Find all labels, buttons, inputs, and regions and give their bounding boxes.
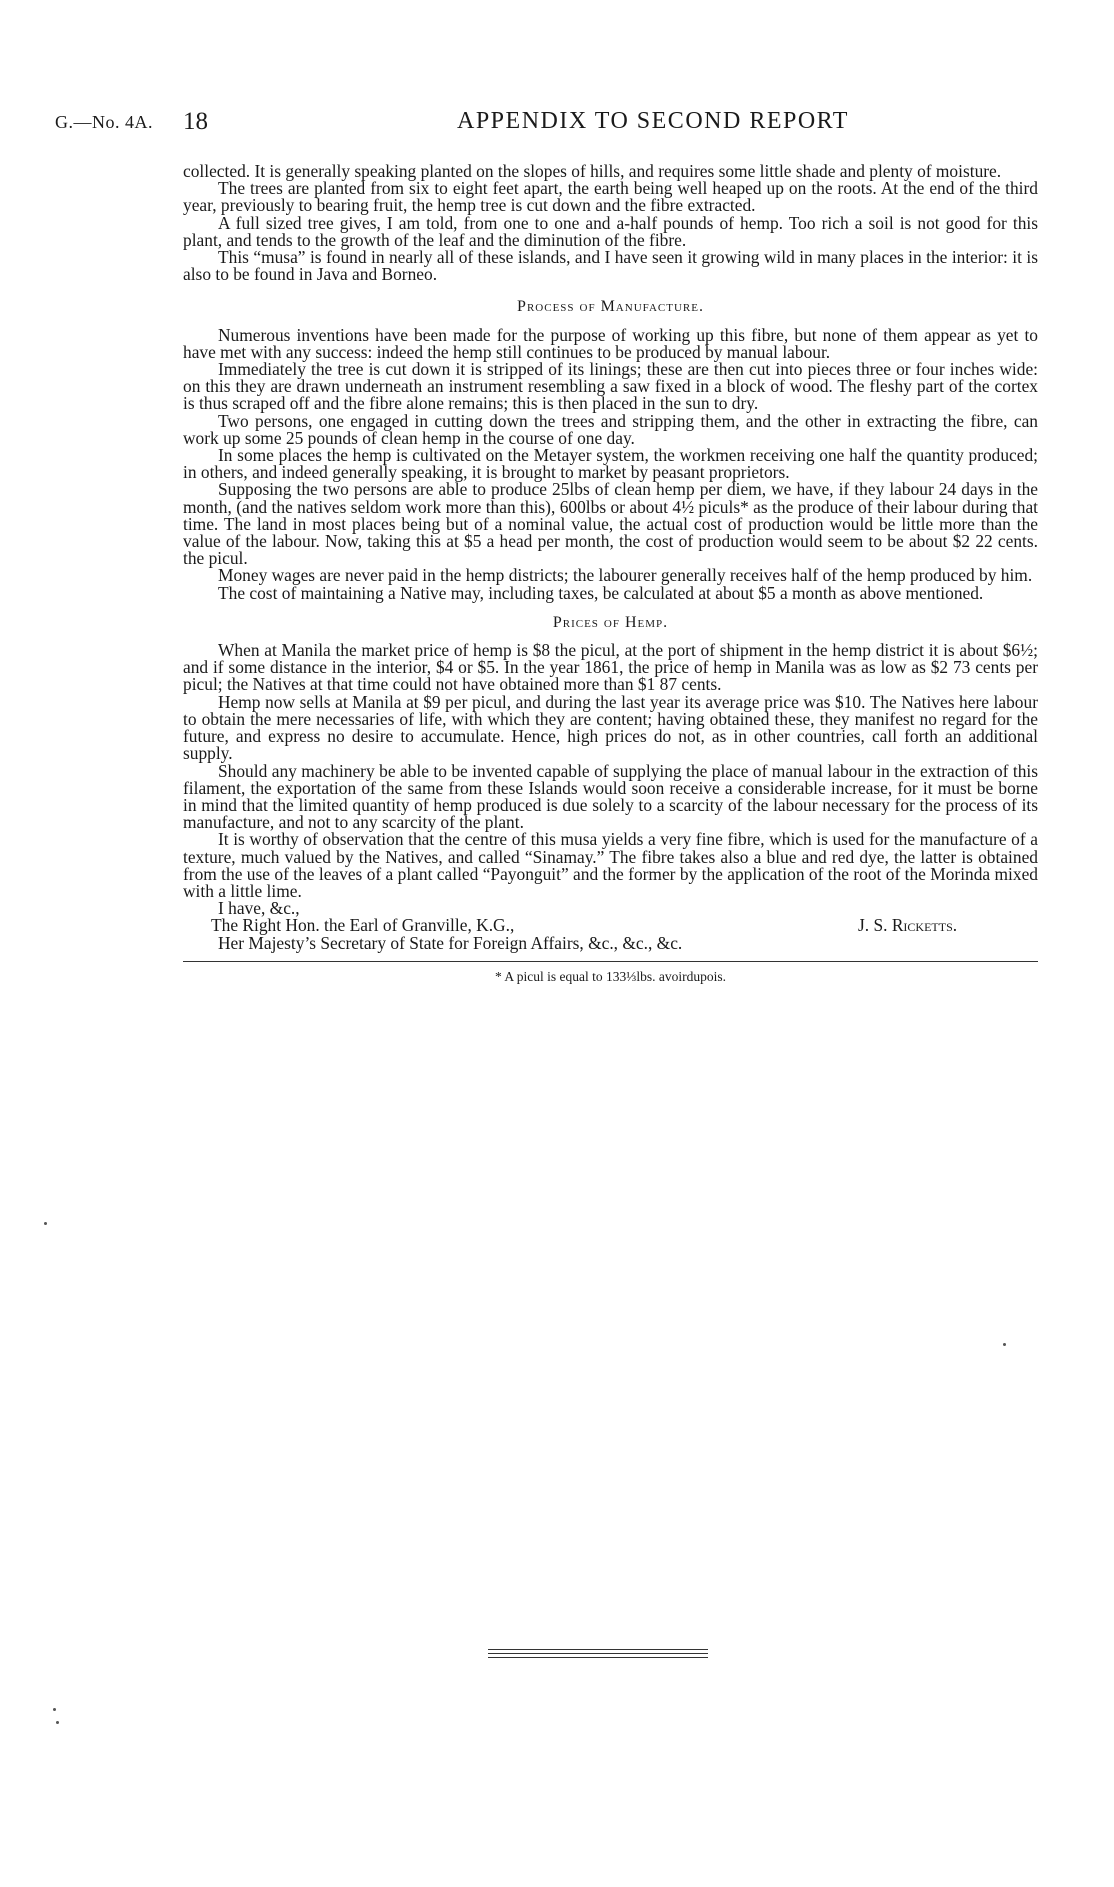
paragraph: collected. It is generally speaking planted on the slopes of hills, and requires some little shade and plenty of moisture. [183,161,1002,181]
section-heading-prices: Prices of Hemp. [552,613,669,631]
paragraph: Numerous inventions have been made for the purpose of working up this fibre, but none of them appear as yet to have met with any success: indeed the hemp still continues to be produced by manual labour. [183,324,1038,362]
paragraph: Supposing the two persons are able to produce 25lbs of clean hemp per diem, we have, if they labour 24 days in the month, (and the natives seldom work more than this), 600lbs or about 4½ piculs* as the produce of their labour during that time. The land in most places being but of a nominal value, the actual cost of production would be little more than the value of the labour. Now, taking this at $5 a head per month, the cost of production would seem to be about $2 22 cents. the picul. [183,479,1038,569]
paragraph: Should any machinery be able to be invented capable of supplying the place of manual labour in the extraction of this filament, the exportation of the same from these Islands would soon receive a considerable increase, for it must be borne in mind that the limited quantity of hemp produced is due solely to a scarcity of the labour necessary for the process of its manufacture, and not to any scarcity of the plant. [183,760,1038,833]
print-speck [1003,1343,1006,1346]
signatory: J. S. Ricketts. [858,915,958,936]
valediction: I have, &c., [218,898,300,919]
paragraph: When at Manila the market price of hemp is $8 the picul, at the port of shipment in the hemp district it is about $6½; and if some distance in the interior, $4 or $5. In the year 1861, the price of hemp in Manila was as low as $2 73 cents per picul; the Natives at that time could not have obtained more than $1 87 cents. [183,640,1038,695]
signature-row [183,917,1038,935]
footnote: * A picul is equal to 133⅓lbs. avoirdupois. [495,968,726,984]
addressee-title: Her Majesty’s Secretary of State for Foreign Affairs, &c., &c., &c. [218,933,683,954]
paragraph: Immediately the tree is cut down it is stripped of its linings; these are then cut into pieces three or four inches wide: on this they are drawn underneath an instrument resembling a saw fixed in a block of wood. The fleshy part of the cortex is thus scraped off and the fibre alone remains; this is then placed in the sun to dry. [183,359,1038,414]
document-reference: G.—No. 4A. [55,112,153,132]
print-speck [44,1222,47,1225]
paragraph: Money wages are never paid in the hemp districts; the labourer generally receives half of the hemp produced by him. [218,565,1033,586]
paragraph: The cost of maintaining a Native may, including taxes, be calculated at about $5 a month as above mentioned. [218,582,984,603]
end-rule [488,1649,708,1661]
end-rule-line [488,1653,708,1654]
paragraph: In some places the hemp is cultivated on the Metayer system, the workmen receiving one half the quantity produced; in others, and indeed generally speaking, it is brought to market by peasant proprietors. [183,445,1038,483]
print-speck [53,1708,56,1711]
addressee: The Right Hon. the Earl of Granville, K.G., [211,915,515,936]
running-title: APPENDIX TO SECOND REPORT [457,108,849,134]
body-text [183,163,1038,985]
end-rule-line [488,1657,708,1658]
paragraph: Two persons, one engaged in cutting down the trees and stripping them, and the other in extracting the fibre, can work up some 25 pounds of clean hemp in the course of one day. [183,410,1038,448]
paragraph: The trees are planted from six to eight feet apart, the earth being well heaped up on the roots. At the end of the third year, previously to bearing fruit, the hemp tree is cut down and the fibre extracted. [183,178,1038,216]
paragraph: Hemp now sells at Manila at $9 per picul, and during the last year its average price was $10. The Natives here labour to obtain the mere necessaries of life, with which they are content; having obtained these, they manifest no regard for the future, and express no desire to accumulate. Hence, high prices do not, as in other countries, call forth an additional supply. [183,691,1038,764]
section-heading-manufacture: Process of Manufacture. [517,298,704,316]
page-number: 18 [183,108,208,135]
paragraph: A full sized tree gives, I am told, from one to one and a-half pounds of hemp. Too rich a soil is not good for this plant, and tends to the growth of the leaf and the diminution of the fibre. [183,212,1038,250]
footnote-rule [183,961,1038,962]
paragraph: This “musa” is found in nearly all of these islands, and I have seen it growing wild in many places in the interior: it is also to be found in Java and Borneo. [183,247,1038,285]
end-rule-line [488,1649,708,1650]
page-header [55,108,1065,138]
print-speck [56,1721,59,1724]
paragraph: It is worthy of observation that the centre of this musa yields a very fine fibre, which is used for the manufacture of a texture, much valued by the Natives, and called “Sinamay.” The fibre takes also a blue and red dye, the latter is obtained from the use of the leaves of a plant called “Payonguit” and the former by the application of the root of the Morinda mixed with a little lime. [183,829,1038,901]
